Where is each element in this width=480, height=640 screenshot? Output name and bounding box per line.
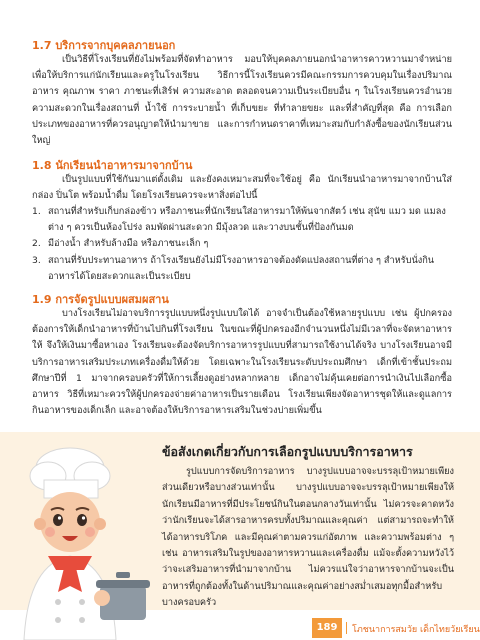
list-text: มีอ่างน้ำ สำหรับล้างมือ หรือภาชนะเล็ก ๆ xyxy=(48,238,209,250)
page-number: 189 xyxy=(312,618,342,638)
list-number: 3. xyxy=(32,254,41,266)
requirements-list xyxy=(32,204,452,285)
list-number: 2. xyxy=(32,238,41,250)
section-paragraph-1-7 xyxy=(32,52,452,149)
list-text: สถานที่รับประทานอาหาร ถ้าโรงเรียนยังไม่มีโรงอาหารอาจต้องดัดแปลงสถานที่ต่าง ๆ สำหรับนั่งกินอาหารได้โดยสะดวกและเป็นระเบียบ xyxy=(48,254,435,282)
paragraph-text: เป็นวิธีที่โรงเรียนที่ยังไม่พร้อมที่จัดทำอาหาร มอบให้บุคคลภายนอกนำอาหารคาวหวานมาจำหน่ายเพื่อให้บริการแก่นักเรียนและครูในโรงเรียน วิธีการนี้โรงเรียนควรมีคณะกรรมการควบคุมในเรื่องปริมาณอาหาร คุณภาพ ราคา ภาชนะที่เสิร์ฟ ความสะอาด ตลอดจนความเป็นระเบียบอื่น ๆ ในโรงเรียนควรอำนวยความสะดวกในเรื่องสถานที่ น้ำใช้ การระบายน้ำ ที่เก็บขยะ ที่ทำลายขยะ และที่สำคัญที่สุด คือ การเลือกประเภทของอาหารที่ควรอนุญาตให้นำมาขาย และการกำหนดราคาที่เหมาะสมกับกำลังซื้อของนักเรียนส่วนใหญ่ xyxy=(32,54,452,147)
footer-divider xyxy=(346,622,347,634)
section-paragraph-1-8 xyxy=(32,172,452,204)
footer-title: โภชนาการสมวัย เด็กไทยวัยเรียน xyxy=(352,625,480,635)
section-heading-1-8: 1.8 นักเรียนนำอาหารมาจากบ้าน xyxy=(32,159,193,172)
note-title: ข้อสังเกตเกี่ยวกับการเลือกรูปแบบบริการอาหาร xyxy=(162,444,413,459)
list-number: 1. xyxy=(32,206,41,217)
section-heading-1-9: 1.9 การจัดรูปแบบผสมผสาน xyxy=(32,293,169,306)
list-text: สถานที่สำหรับเก็บกล่องข้าว หรือภาชนะที่นักเรียนใส่อาหารมาให้พ้นจากสัตว์ เช่น สุนัข แมว มด แมลงต่าง ๆ ควรเป็นห้องโปร่ง ลมพัดผ่านสะดวก มีมุ้งลวด และวางบนชั้นที่ป้องกันมด xyxy=(48,206,446,234)
page-footer xyxy=(300,618,480,640)
list-item xyxy=(32,236,452,252)
section-heading-1-7: 1.7 บริการจากบุคคลภายนอก xyxy=(32,39,176,52)
list-item xyxy=(32,253,452,285)
chef-illustration-icon xyxy=(0,446,160,640)
paragraph-text: เป็นรูปแบบที่ใช้กันมาแต่ดั้งเดิม และยังคงเหมาะสมที่จะใช้อยู่ คือ นักเรียนนำอาหารมาจากบ้านใส่กล่อง ปิ่นโต พร้อมน้ำดื่ม โดยโรงเรียนควรจะหาสิ่งต่อไปนี้ xyxy=(32,174,452,202)
note-body: รูปแบบการจัดบริการอาหาร บางรูปแบบอาจจะบรรลุเป้าหมายเพียงส่วนเดียวหรือบางส่วนเท่านั้น บางรูปแบบอาจจะบรรลุเป้าหมายเพียงให้นักเรียนมีอาหารที่มีประโยชน์กินในตอนกลางวันเท่านั้น ไม่ควรจะคาดหวังว่านักเรียนจะได้สารอาหารครบทั้งปริมาณและคุณค่า แต่สามารถจะทำให้ได้อาหารบริโภค และมีคุณค่าตามควรแก่อัตภาพ และความพร้อมต่าง ๆ เช่น อาหารเสริมในรูปของอาหารหวานและเครื่องดื่ม แม้จะตั้งความหวังไว้ว่าจะเสริมอาหารที่นำมาจากบ้าน ไม่ควรแน่ใจว่าอาหารจากบ้านจะเป็นอาหารที่ถูกต้องทั้งในด้านปริมาณและคุณค่าอย่างสม่ำเสมอทุกมื้อสำหรับบางครอบครัว xyxy=(162,466,454,609)
section-paragraph-1-9 xyxy=(32,306,452,419)
paragraph-text: บางโรงเรียนไม่อาจบริการรูปแบบหนึ่งรูปแบบใดได้ อาจจำเป็นต้องใช้หลายรูปแบบ เช่น ผู้ปกครองต้องการให้เด็กนำอาหารที่บ้านไปกินที่โรงเรียน ในขณะที่ผู้ปกครองอีกจำนวนหนึ่งไม่มีเวลาที่จะจัดหาอาหารให้ จึงให้เงินมาซื้อหาเอง โรงเรียนจะต้องจัดบริการอาหารรูปแบบที่สามารถใช้งานได้จริง บางโรงเรียนอาจมีบริการอาหารเสริมประเภทเครื่องดื่มให้ด้วย โดยเฉพาะในโรงเรียนระดับประถมศึกษา เด็กที่เข้าชั้นประถมศึกษาปีที่ 1 มาจากครอบครัวที่ให้การเลี้ยงดูอย่างหลากหลาย เด็กอาจไม่คุ้นเคยต่อการนำเงินไปเลือกซื้ออาหาร วิธีที่เหมาะควรให้ผู้ปกครองจ่ายค่าอาหารเป็นรายเดือน โรงเรียนเพียงจัดอาหารชุดให้และดูแลการกินอาหารของเด็กเล็ก และอาจต้องให้บริการอาหารเสริมในช่วงบ่ายเพิ่มขึ้น xyxy=(32,308,452,417)
list-item xyxy=(32,204,452,236)
note-text xyxy=(162,464,454,612)
